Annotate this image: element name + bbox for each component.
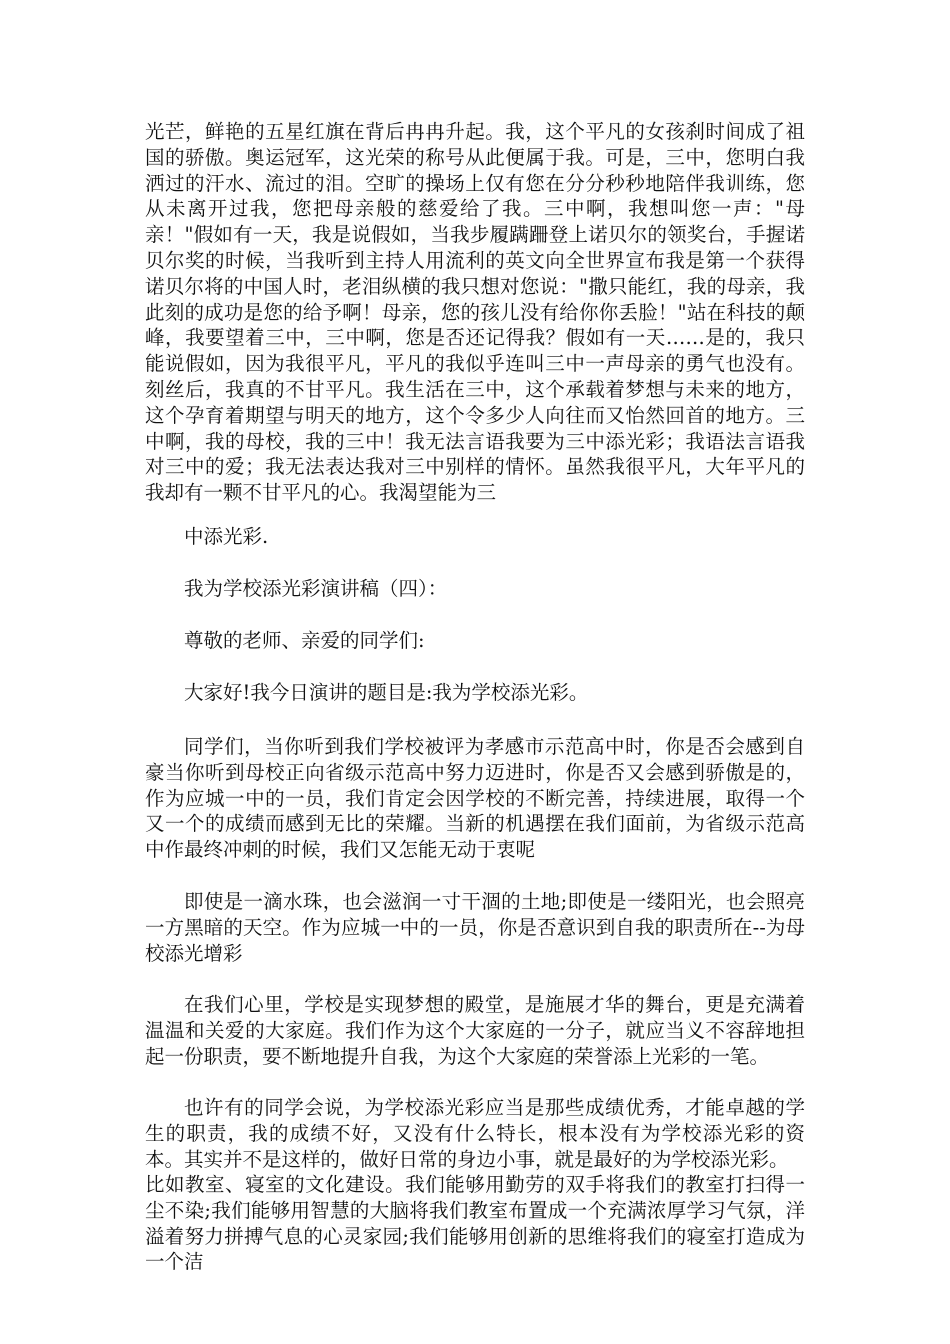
paragraph-culture: 比如教室、寝室的文化建设。我们能够用勤劳的双手将我们的教室打扫得一尘不染;我们能够用智慧的大脑将我们教室布置成一个充满浓厚学习气氛，洋溢着努力拼搏气息的心灵家园;我们能够用创新的思维将我们的寝室打造成为一个洁 [145, 1173, 805, 1274]
paragraph-waterdrop: 即使是一滴水珠，也会滋润一寸干涸的土地;即使是一缕阳光，也会照亮一方黑暗的天空。作为应城一中的一员，你是否意识到自我的职责所在--为母校添光增彩 [145, 890, 805, 965]
speech-title: 我为学校添光彩演讲稿（四）： [184, 577, 448, 600]
paragraph-honor: 同学们，当你听到我们学校被评为孝感市示范高中时，你是否会感到自豪当你听到母校正向省级示范高中努力迈进时，你是否又会感到骄傲是的，作为应城一中的一员，我们肯定会因学校的不断完善，持续进展，取得一个又一个的成绩而感到无比的荣耀。当新的机遇摆在我们面前，为省级示范高中作最终冲刺的时候，我们又怎能无动于衷呢 [145, 735, 805, 862]
paragraph-family: 在我们心里，学校是实现梦想的殿堂，是施展才华的舞台，更是充满着温温和关爱的大家庭。我们作为这个大家庭的一分子，就应当义不容辞地担起一份职责，要不断地提升自我，为这个大家庭的荣誉添上光彩的一笔。 [145, 993, 805, 1068]
paragraph-opening: 光芒，鲜艳的五星红旗在背后冉冉升起。我，这个平凡的女孩刹时间成了祖国的骄傲。奥运冠军，这光荣的称号从此便属于我。可是，三中，您明白我洒过的汗水、流过的泪。空旷的操场上仅有您在分分秒秒地陪伴我训练，您从未离开过我，您把母亲般的慈爱给了我。三中啊，我想叫您一声："母亲！"假如有一天，我是说假如，当我步履蹒跚登上诺贝尔的领奖台，手握诺贝尔奖的时候，当我听到主持人用流利的英文向全世界宣布我是第一个获得诺贝尔将的中国人时，老泪纵横的我只想对您说："撒只能红，我的母亲，我此刻的成功是您的给予啊！母亲，您的孩儿没有给你你丢脸！"站在科技的颠峰，我要望着三中，三中啊，您是否还记得我？假如有一天……是的，我只能说假如，因为我很平凡，平凡的我似乎连叫三中一声母亲的勇气也没有。刻丝后，我真的不甘平凡。我生活在三中，这个承载着梦想与未来的地方，这个孕育着期望与明天的地方，这个令多少人向往而又怡然回首的地方。三中啊，我的母校，我的三中！我无法言语我要为三中添光彩；我语法言语我对三中的爱；我无法表达我对三中别样的情怀。虽然我很平凡，大年平凡的我却有一颗不甘平凡的心。我渴望能为三 [145, 120, 805, 505]
greeting-line: 大家好!我今日演讲的题目是:我为学校添光彩。 [184, 681, 589, 704]
salutation: 尊敬的老师、亲爱的同学们: [184, 629, 425, 652]
paragraph-continuation: 中添光彩. [184, 525, 269, 548]
paragraph-everyday: 也许有的同学会说，为学校添光彩应当是那些成绩优秀，才能卓越的学生的职责，我的成绩不好，又没有什么特长，根本没有为学校添光彩的资本。其实并不是这样的，做好日常的身边小事，就是最好的为学校添光彩。 [145, 1096, 805, 1171]
